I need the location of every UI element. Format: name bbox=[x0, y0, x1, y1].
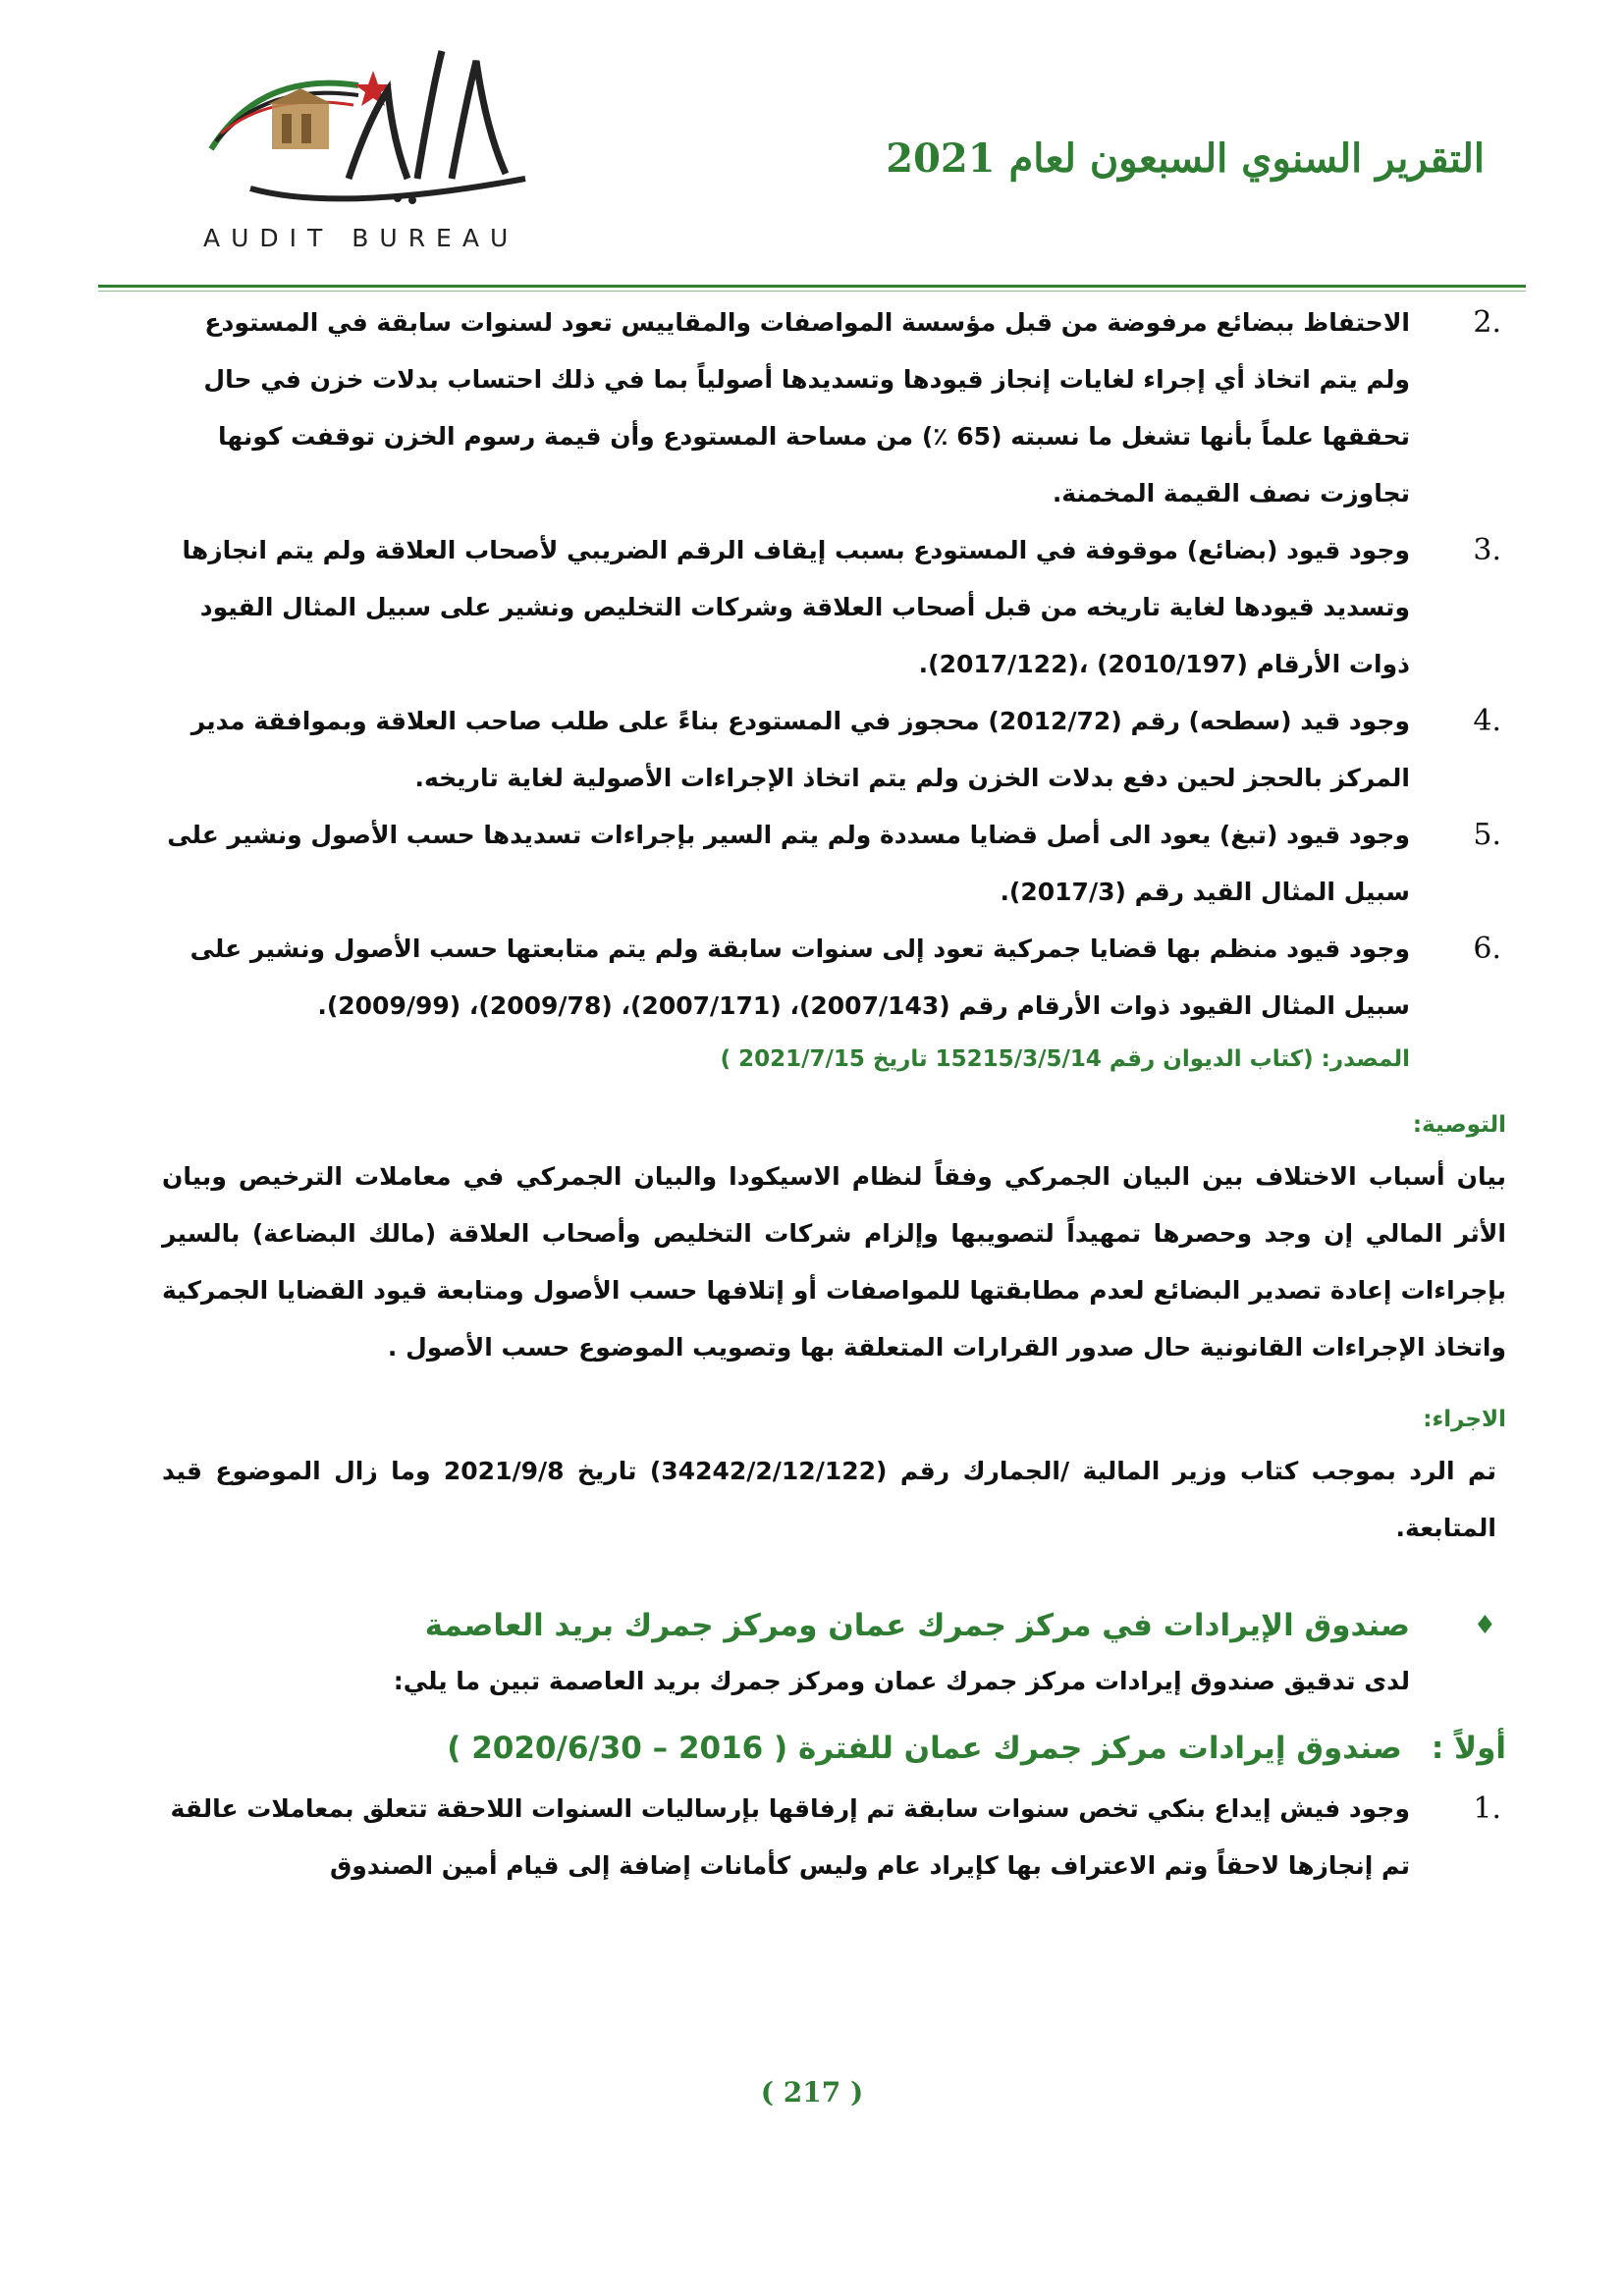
findings-list bbox=[162, 294, 1506, 1035]
list-item bbox=[162, 693, 1506, 807]
recommendation-text: بيان أسباب الاختلاف بين البيان الجمركي وفقاً لنظام الاسيكودا والبيان الجمركي في معاملات الترخيص وبيان الأثر المالي إن وجد وحصرها تمهيداً لتصويبها وإلزام شركات التخليص وأصحاب العلاقة (مالك البضاعة) بالسير بإجراءات إعادة تصدير البضائع لعدم مطابقتها للمواصفات أو إتلافها حسب الأصول ومتابعة قيود القضايا الجمركية واتخاذ الإجراءات القانونية حال صدور القرارات المتعلقة بها وتصويب الموضوع حسب الأصول . bbox=[162, 1162, 1506, 1362]
list-item bbox=[162, 921, 1506, 1035]
item-text: وجود فيش إيداع بنكي تخص سنوات سابقة تم إرفاقها بإرساليات السنوات اللاحقة تتعلق بمعاملات عالقة تم إنجازها لاحقاً وتم الاعتراف بها كإيراد عام وليس كأمانات إضافة إلى قيام أمين الصندوق bbox=[170, 1794, 1410, 1880]
logo-subtitle: AUDIT BUREAU bbox=[203, 224, 519, 252]
list-item bbox=[162, 807, 1506, 921]
list-item bbox=[162, 522, 1506, 693]
header-divider bbox=[98, 285, 1526, 288]
item-text: الاحتفاظ ببضائع مرفوضة من قبل مؤسسة المواصفات والمقاييس تعود لسنوات سابقة في المستودع ولم يتم اتخاذ أي إجراء لغايات إنجاز قيودها وتسديدها أصولياً بما في ذلك احتساب بدلات خزن في حال تحققها علماً بأنها تشغل ما نسبته (65 ٪) من مساحة المستودع وأن قيمة رسوم الخزن توقفت كونها تجاوزت نصف القيمة المخمنة. bbox=[203, 308, 1410, 507]
list-item bbox=[162, 294, 1506, 522]
item-number: 6. bbox=[1473, 932, 1501, 966]
item-text: وجود قيود (بضائع) موقوفة في المستودع بسبب إيقاف الرقم الضريبي لأصحاب العلاقة ولم يتم انجازها وتسديد قيودها لغاية تاريخه من قبل أصحاب العلاقة وشركات التخليص ونشير على سبيل المثال القيود ذوات الأرقام (2010/197) ،(2017/122). bbox=[182, 536, 1410, 678]
recommendation-heading: التوصية: bbox=[1412, 1112, 1506, 1138]
sub-section-ordinal: أولاً : bbox=[1431, 1731, 1506, 1766]
item-text: وجود قيود (تبغ) يعود الى أصل قضايا مسددة ولم يتم السير بإجراءات تسديدها حسب الأصول ونشير على سبيل المثال القيد رقم (2017/3). bbox=[167, 821, 1410, 906]
audit-bureau-logo bbox=[191, 31, 555, 257]
source-note: المصدر: (كتاب الديوان رقم 15215/3/5/14 تاريخ 2021/7/15 ) bbox=[720, 1046, 1410, 1072]
item-number: 4. bbox=[1473, 704, 1501, 738]
diamond-bullet-icon: ♦ bbox=[1473, 1611, 1496, 1640]
logo-emblem-icon bbox=[191, 31, 555, 228]
main-content bbox=[162, 294, 1506, 1895]
report-title: التقرير السنوي السبعون لعام 2021 bbox=[886, 135, 1485, 182]
header-divider-thin bbox=[98, 291, 1526, 292]
item-text: وجود قيود منظم بها قضايا جمركية تعود إلى سنوات سابقة ولم يتم متابعتها حسب الأصول ونشير على سبيل المثال القيود ذوات الأرقام رقم (2007/143)، (2007/171)، (2009/78)، (2009/99). bbox=[189, 934, 1410, 1020]
sub-section-title bbox=[162, 1716, 1506, 1781]
section-title-text: صندوق الإيرادات في مركز جمرك عمان ومركز جمرك بريد العاصمة bbox=[424, 1608, 1410, 1643]
item-text: وجود قيد (سطحه) رقم (2012/72) محجوز في المستودع بناءً على طلب صاحب العلاقة وبموافقة مدير المركز بالحجز لحين دفع بدلات الخزن ولم يتم اتخاذ الإجراءات الأصولية لغاية تاريخه. bbox=[190, 707, 1410, 792]
list-item bbox=[162, 1781, 1506, 1895]
item-number: 1. bbox=[1473, 1791, 1501, 1826]
action-heading: الاجراء: bbox=[1423, 1407, 1506, 1432]
item-number: 5. bbox=[1473, 818, 1501, 852]
section-intro: لدى تدقيق صندوق إيرادات مركز جمرك عمان ومركز جمرك بريد العاصمة تبين ما يلي: bbox=[393, 1667, 1410, 1695]
page-number: ( 217 ) bbox=[760, 2076, 864, 2109]
section-title bbox=[162, 1596, 1506, 1655]
sub-section-title-text: صندوق إيرادات مركز جمرك عمان للفترة ( 2016 – 2020/6/30 ) bbox=[447, 1731, 1402, 1766]
action-text: تم الرد بموجب كتاب وزير المالية /الجمارك رقم (34242/2/12/122) تاريخ 2021/9/8 وما زال الموضوع قيد المتابعة. bbox=[162, 1457, 1496, 1542]
item-number: 3. bbox=[1473, 533, 1501, 567]
item-number: 2. bbox=[1473, 305, 1501, 340]
